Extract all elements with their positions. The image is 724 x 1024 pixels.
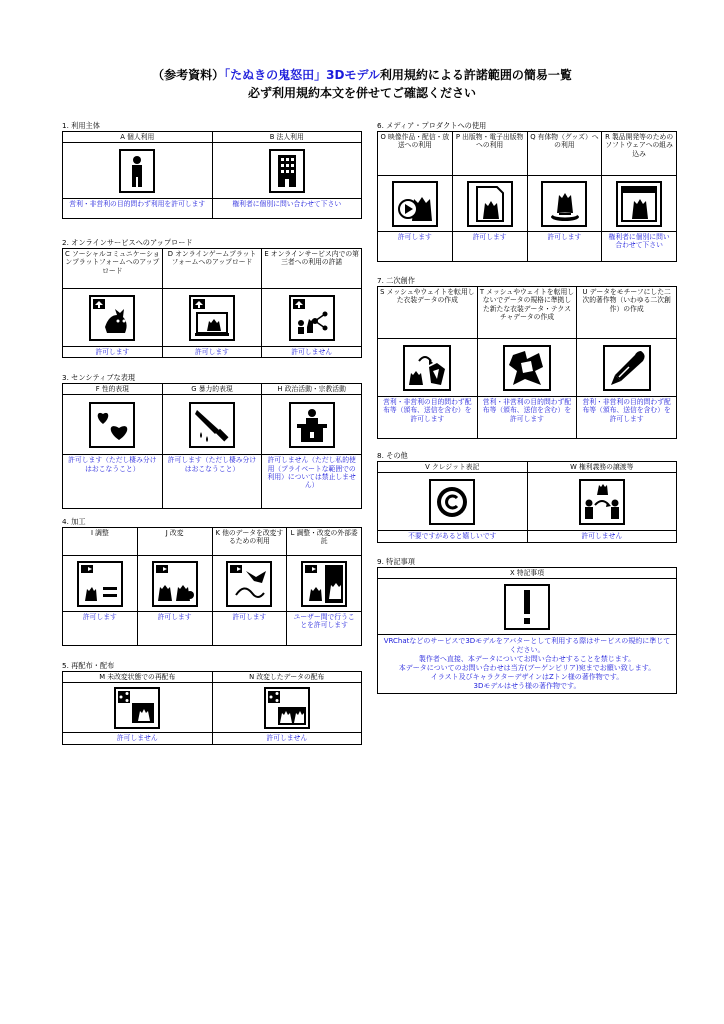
item-status: 許可します: [63, 347, 163, 358]
page-subtitle: 必ず利用規約本文を併せてご確認ください: [247, 86, 476, 100]
item-status: 許可します（ただし棲み分けはおこなうこと）: [63, 455, 163, 509]
permission-table: [62, 131, 362, 219]
section-processing: [62, 517, 362, 646]
section-title: 1. 利用主体: [62, 121, 100, 130]
game-upload-icon: [189, 295, 235, 341]
item-status: 許可しません（ただし私的使用（プライベートな範囲での利用）については禁止しません）: [262, 455, 362, 509]
item-header: Q 有体物（グッズ）への利用: [527, 132, 602, 176]
item-header: J 改変: [137, 528, 212, 556]
title-suffix: 利用規約による許諾範囲の簡易一覧: [379, 68, 572, 82]
item-status: 許可します: [162, 347, 262, 358]
item-header: A 個人利用: [63, 132, 213, 143]
section-special-notes: [377, 557, 677, 694]
item-header: B 法人利用: [212, 132, 362, 143]
section-derivative-works: [377, 276, 677, 439]
software-icon: [616, 181, 662, 227]
notes-table: [377, 567, 677, 694]
outsource-icon: [301, 561, 347, 607]
item-header: H 政治活動・宗教活動: [262, 384, 362, 395]
item-header: F 性的表現: [63, 384, 163, 395]
section-title: 5. 再配布・配布: [62, 661, 115, 670]
copyright-icon: [429, 479, 475, 525]
title-model-name: 「たぬきの鬼怒田」3Dモデル: [224, 68, 380, 82]
section-sensitive-expression: [62, 373, 362, 509]
item-header: E オンラインサービス内での第三者への利用の許諾: [262, 249, 362, 289]
figure-icon: [541, 181, 587, 227]
section-title: 7. 二次創作: [377, 276, 415, 285]
item-status: 不要ですがあると嬉しいです: [378, 531, 528, 542]
exclamation-icon: [504, 584, 550, 630]
building-icon: [269, 149, 305, 193]
permission-table: [377, 131, 677, 262]
item-status: 営利・非営利の目的問わず利用を許可します: [63, 199, 213, 219]
item-status: 権利者に個別に問い合わせて下さい: [602, 232, 677, 262]
section-redistribution: [62, 661, 362, 745]
redistribute-icon: [114, 687, 160, 729]
section-usage-subject: [62, 121, 362, 219]
derivative-icon: [226, 561, 272, 607]
note-line: イラスト及びキャラクターデザインはZトン様の著作物です。: [430, 673, 624, 682]
modified-distribute-icon: [264, 687, 310, 729]
social-upload-icon: [89, 295, 135, 341]
section-other: [377, 451, 677, 543]
section-title: 3. センシティブな表現: [62, 373, 136, 382]
item-status: 営利・非営利の目的問わず配布等（頒布、送信を含む）を許可します: [378, 397, 478, 439]
item-header: U データをモチーフにした二次的著作物（いわゆる二次創作）の作成: [577, 287, 677, 339]
transfer-icon: [579, 479, 625, 525]
item-header: V クレジット表記: [378, 462, 528, 473]
section-title: 8. その他: [377, 451, 408, 460]
item-header: N 改変したデータの配布: [212, 672, 362, 683]
publication-icon: [467, 181, 513, 227]
mesh-transfer-icon: [403, 345, 451, 391]
item-header: I 調整: [63, 528, 138, 556]
permission-table: [377, 286, 677, 439]
podium-icon: [289, 402, 335, 448]
section-title: 6. メディア・プロダクトへの使用: [377, 121, 487, 130]
item-status: 許可しません: [63, 733, 213, 744]
item-header: R 製品開発等のためのソフトウェアへの組み込み: [602, 132, 677, 176]
item-status: 許可します: [212, 612, 287, 646]
section-title: 4. 加工: [62, 517, 86, 526]
knife-icon: [189, 402, 235, 448]
item-status: 許可しません: [262, 347, 362, 358]
item-status: 許可します: [452, 232, 527, 262]
section-title: 9. 特記事項: [377, 557, 415, 566]
item-status: 許可しません: [212, 733, 362, 744]
item-header: X 特記事項: [378, 568, 677, 579]
item-header: G 暴力的表現: [162, 384, 262, 395]
note-line: 本データについてのお問い合わせは当方(ブーゲンビリア)宛までお願い致します。: [398, 664, 656, 673]
video-icon: [392, 181, 438, 227]
section-title: 2. オンラインサービスへのアップロード: [62, 238, 193, 247]
item-header: P 出版物・電子出版物への利用: [452, 132, 527, 176]
item-header: T メッシュやウェイトを転用しないでデータの規格に準拠した新たな衣装データ・テクスチャデータの作成: [477, 287, 577, 339]
item-header: M 未改変状態での再配布: [63, 672, 213, 683]
item-status: 許可します: [527, 232, 602, 262]
item-header: L 調整・改変の外部委託: [287, 528, 362, 556]
item-header: O 映像作品・配信・放送への利用: [378, 132, 453, 176]
item-status: 許可します（ただし棲み分けはおこなうこと）: [162, 455, 262, 509]
modify-icon: [152, 561, 198, 607]
special-notes: [378, 635, 676, 693]
item-header: K 他のデータを改変するための利用: [212, 528, 287, 556]
section-media-product: [377, 121, 677, 262]
page-title: [0, 66, 724, 102]
permission-table: [62, 248, 362, 358]
person-icon: [119, 149, 155, 193]
note-line: VRChatなどのサービスで3Dモデルをアバターとして利用する際はサービスの規約に準じてください。: [383, 637, 671, 655]
item-status: 権利者に個別に問い合わせて下さい: [212, 199, 362, 219]
note-line: 3Dモデルはせう様の著作物です。: [473, 682, 581, 691]
item-status: 許可します: [378, 232, 453, 262]
item-status: 営利・非営利の目的問わず配布等（頒布、送信を含む）を許可します: [577, 397, 677, 439]
item-status: ユーザー間で行うことを許可します: [287, 612, 362, 646]
permission-table: [62, 527, 362, 646]
third-party-share-icon: [289, 295, 335, 341]
permission-table: [377, 461, 677, 543]
permission-table: [62, 671, 362, 745]
hearts-icon: [89, 402, 135, 448]
adjust-icon: [77, 561, 123, 607]
title-prefix: （参考資料）: [152, 68, 225, 82]
item-status: 許可します: [63, 612, 138, 646]
permission-table: [62, 383, 362, 509]
item-status: 営利・非営利の目的問わず配布等（頒布、送信を含む）を許可します: [477, 397, 577, 439]
item-header: S メッシュやウェイトを転用した衣装データの作成: [378, 287, 478, 339]
item-header: C ソーシャルコミュニケーションプラットフォームへのアップロード: [63, 249, 163, 289]
item-status: 許可しません: [527, 531, 677, 542]
item-header: D オンラインゲームプラットフォームへのアップロード: [162, 249, 262, 289]
note-line: 製作者へ直接、本データについてお問い合わせすることを禁じます。: [418, 655, 636, 664]
new-outfit-icon: [503, 345, 551, 391]
item-header: W 権利義務の譲渡等: [527, 462, 677, 473]
pen-icon: [603, 345, 651, 391]
section-online-upload: [62, 238, 362, 358]
item-status: 許可します: [137, 612, 212, 646]
